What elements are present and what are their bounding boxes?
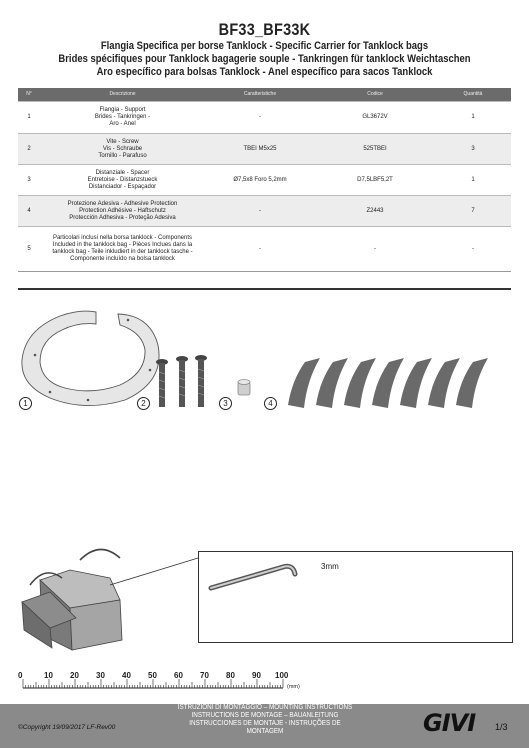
cell-quantity: 7: [435, 196, 511, 227]
cell-description: [40, 165, 205, 196]
desc-line: Brides - Tankringen -: [94, 114, 151, 120]
hex-key-icon: [199, 552, 512, 642]
scale-ruler: [18, 666, 308, 696]
callout-3: 3: [219, 397, 232, 410]
cell-characteristics: TBEI M5x25: [205, 134, 315, 165]
cell-description: [40, 134, 205, 165]
givi-logo: GIVI: [423, 709, 476, 737]
cell-number: 2: [18, 134, 40, 165]
desc-line: Tornillo - Parafuso: [98, 152, 147, 159]
cell-number: 5: [18, 227, 40, 272]
subtitle-line-2: Brides spécifiques pour Tanklock bagagerie souple - Tankringen für tanklock Weichtaschen: [58, 53, 471, 65]
scale-tick-label: 100: [275, 671, 289, 680]
cell-characteristics: Ø7,5x8 Foro 5,2mm: [205, 165, 315, 196]
desc-line: tanklock bag - Teile inkludiert in der tanklock tasche -: [52, 249, 193, 255]
page-number: 1/3: [495, 722, 508, 732]
scale-unit: (mm): [287, 684, 300, 690]
table-row: [18, 227, 511, 272]
col-header-number: N°: [18, 88, 40, 102]
cell-quantity: 1: [435, 102, 511, 134]
desc-line: Distanciador - Espaçador: [88, 183, 157, 190]
document-title: BF33_BF33K: [218, 20, 311, 39]
screws-illustration: [156, 355, 207, 407]
desc-line: Aro - Anel: [109, 121, 136, 127]
spacer-illustration: [238, 380, 250, 396]
cell-characteristics: -: [205, 102, 315, 134]
cell-characteristics: -: [205, 227, 315, 272]
desc-line: Included in the tanklock bag - Pièces Inclues dans la: [52, 242, 193, 248]
scale-tick-label: 20: [70, 671, 79, 680]
desc-line: Vis - Schraube: [102, 145, 143, 152]
scale-tick-label: 30: [96, 671, 105, 680]
col-header-characteristics: Caratteristiche: [205, 88, 315, 102]
footer-line-1: ISTRUZIONI DI MONTAGGIO – MOUNTING INSTRUCTIONS: [177, 704, 353, 711]
callout-2: 2: [137, 397, 150, 410]
footer-line-2: INSTRUCTIONS DE MONTAGE – BAUANLEITUNG: [191, 712, 339, 719]
adhesive-protections-illustration: [288, 358, 488, 408]
table-row: [18, 165, 511, 196]
subtitle-line-3: Aro específico para bolsas Tanklock - Anel específico para sacos Tanklock: [96, 66, 433, 78]
desc-line: Flangia - Support: [99, 107, 146, 113]
cell-code: -: [315, 227, 435, 272]
cell-code: Z2443: [315, 196, 435, 227]
cell-number: 3: [18, 165, 40, 196]
table-row: [18, 196, 511, 227]
callout-4: 4: [264, 397, 277, 410]
desc-line: Particolari inclusi nella borsa tanklock - Components: [52, 235, 193, 241]
footer-line-3: INSTRUCCIONES DE MONTAJE - INSTRUÇÕES DE MONTAGEM: [189, 720, 341, 735]
hex-key-size-label: 3mm: [321, 562, 339, 571]
desc-line: Componente incluído na bolsa tanklock: [70, 256, 175, 262]
col-header-code: Codice: [315, 88, 435, 102]
cell-quantity: -: [435, 227, 511, 272]
scale-tick-label: 90: [252, 671, 261, 680]
scale-tick-label: 40: [122, 671, 131, 680]
scale-tick-label: 50: [148, 671, 157, 680]
cell-description: [40, 102, 205, 134]
desc-line: Vite - Screw: [106, 138, 139, 145]
cell-characteristics: -: [205, 196, 315, 227]
desc-line: Protección Adhesiva - Proteção Adesiva: [69, 214, 176, 221]
copyright-text: ©Copyright 19/09/2017 LF-Rev00: [18, 724, 116, 731]
cell-number: 1: [18, 102, 40, 134]
desc-line: Entretoise - Distanzstueck: [87, 176, 158, 183]
cell-number: 4: [18, 196, 40, 227]
cell-description: [40, 227, 205, 272]
scale-tick-label: 0: [18, 671, 23, 680]
col-header-description: Descrizione: [40, 88, 205, 102]
scale-tick-label: 10: [44, 671, 53, 680]
cell-code: GL3672V: [315, 102, 435, 134]
cell-code: D7,5LBF5,2T: [315, 165, 435, 196]
hex-key-detail-box: [198, 551, 513, 643]
callout-1: 1: [19, 397, 32, 410]
scale-tick-label: 70: [200, 671, 209, 680]
desc-line: Protection Adhésive - Haftschutz: [79, 207, 166, 214]
table-row: [18, 134, 511, 165]
table-row: [18, 102, 511, 134]
desc-line: Protezione Adesiva - Adhesive Protection: [67, 200, 178, 207]
cell-code: 525TBEI: [315, 134, 435, 165]
footer-instructions: [171, 704, 360, 736]
section-divider: [18, 288, 511, 290]
cell-quantity: 3: [435, 134, 511, 165]
subtitle-line-1: Flangia Specifica per borse Tanklock - Specific Carrier for Tanklock bags: [100, 40, 429, 52]
desc-line: Distanziale - Spacer: [95, 169, 150, 176]
cell-quantity: 1: [435, 165, 511, 196]
scale-tick-label: 80: [226, 671, 235, 680]
cell-description: [40, 196, 205, 227]
flange-illustration: [22, 311, 159, 405]
table-header-row: [18, 88, 511, 102]
parts-table: [18, 88, 511, 272]
scale-tick-label: 60: [174, 671, 183, 680]
col-header-quantity: Quantità: [435, 88, 511, 102]
leader-line: [110, 558, 198, 585]
